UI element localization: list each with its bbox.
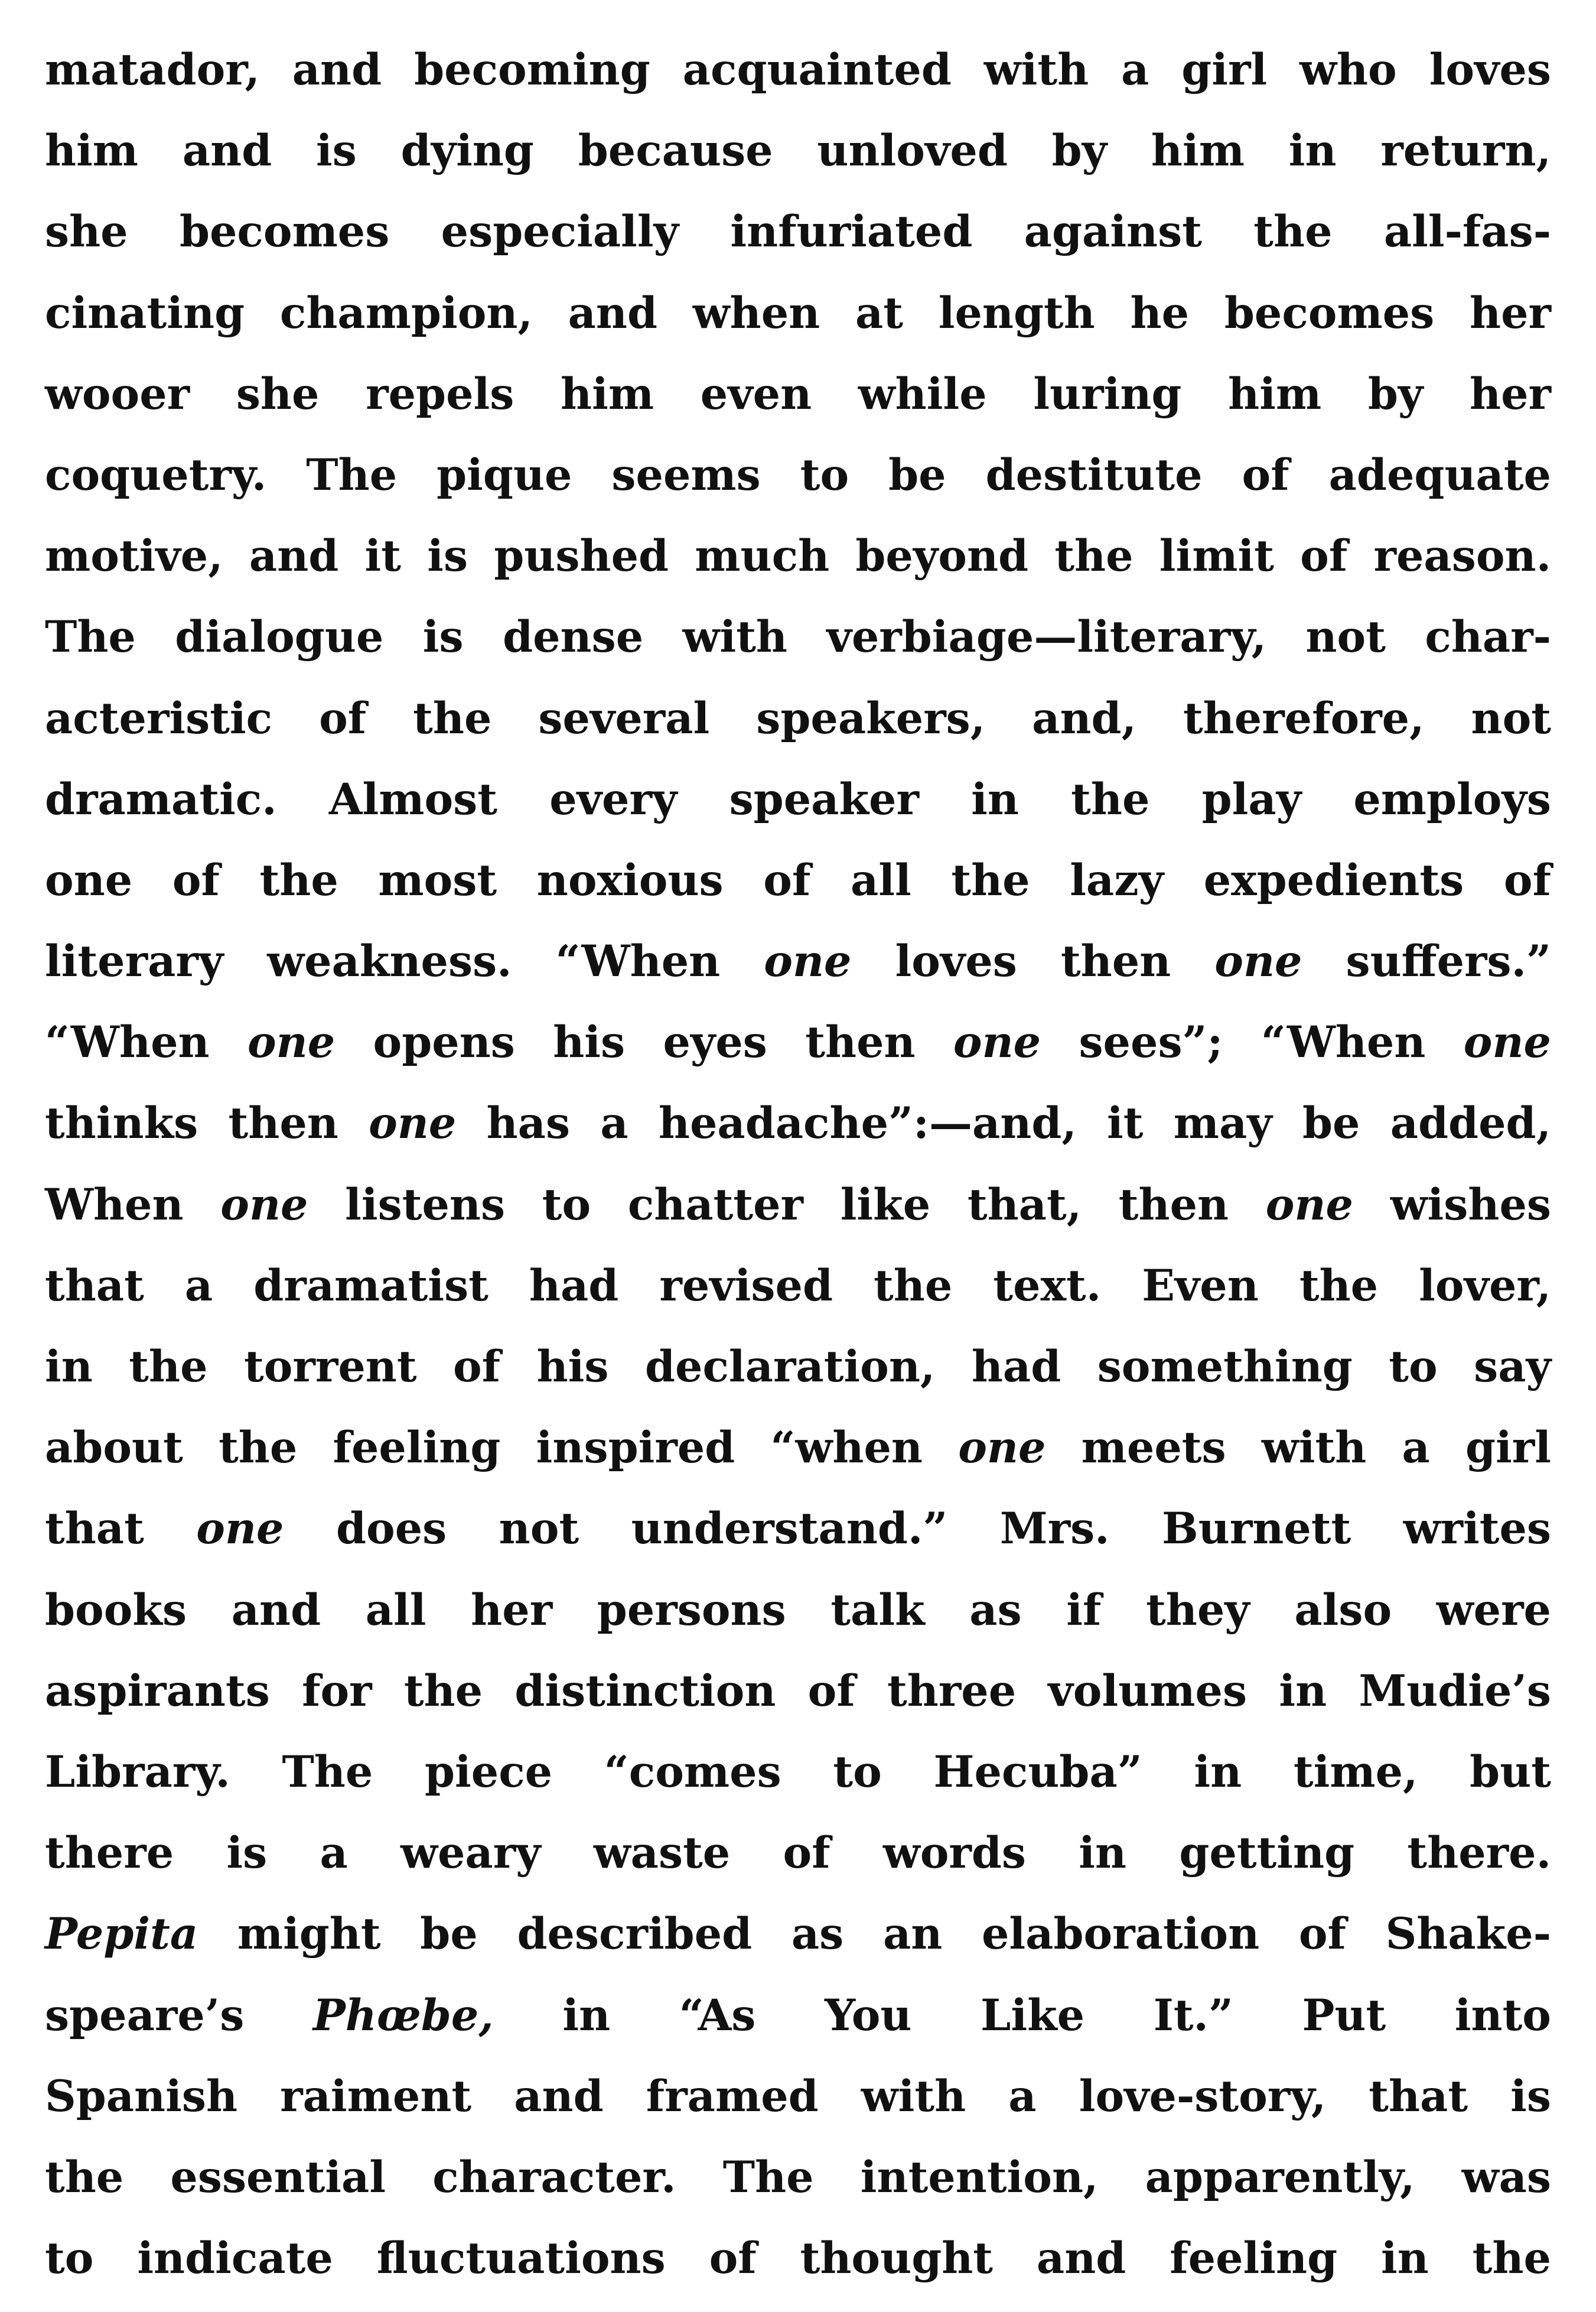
text-segment: acteristic of the several speakers, and, therefore, not	[45, 692, 1551, 744]
text-segment: suffers.”	[1302, 936, 1551, 987]
text-segment: Library. The piece “comes to Hecuba” in time, but	[45, 1746, 1551, 1797]
text-line	[45, 678, 1551, 759]
text-segment: that	[45, 1503, 197, 1555]
italic-text: one	[247, 1017, 336, 1068]
text-line	[45, 435, 1551, 516]
text-segment: When	[45, 1179, 221, 1230]
italic-text: Phœbe,	[312, 1989, 494, 2041]
text-segment: might be described as an elaboration of Shake-	[198, 1908, 1551, 1960]
italic-text: one	[1463, 1017, 1551, 1068]
text-segment: wishes	[1353, 1179, 1551, 1230]
text-line	[45, 191, 1551, 272]
text-line	[45, 516, 1551, 597]
text-segment: in the torrent of his declaration, had something to say	[45, 1341, 1551, 1392]
italic-text: one	[764, 936, 852, 987]
text-segment: the essential character. The intention, apparently, was	[45, 2151, 1551, 2203]
text-page	[45, 30, 1551, 2299]
text-segment: sees”; “When	[1041, 1017, 1464, 1068]
text-segment: meets with a girl	[1045, 1422, 1551, 1474]
italic-text: one	[958, 1422, 1046, 1474]
text-line	[45, 1570, 1551, 1651]
text-segment: does not understand.” Mrs. Burnett writes	[284, 1503, 1551, 1555]
text-line	[45, 1894, 1551, 1975]
text-segment: coquetry. The pique seems to be destitute of adequate	[45, 449, 1551, 500]
text-line	[45, 840, 1551, 921]
italic-text: one	[369, 1098, 457, 1149]
text-line	[45, 2056, 1551, 2137]
text-segment: one of the most noxious of all the lazy expedients of	[45, 854, 1551, 906]
text-line	[45, 2137, 1551, 2218]
text-segment: that a dramatist had revised the text. Even the lover,	[45, 1260, 1551, 1311]
italic-text: one	[1214, 936, 1302, 987]
text-line	[45, 1002, 1551, 1083]
text-line	[45, 273, 1551, 354]
text-segment: books and all her persons talk as if they also were	[45, 1584, 1551, 1635]
text-line	[45, 1083, 1551, 1164]
text-line	[45, 2218, 1551, 2299]
text-segment: loves then	[851, 936, 1215, 987]
text-segment: speare’s	[45, 1989, 313, 2041]
text-segment: in “As You Like It.” Put into	[493, 1989, 1551, 2041]
text-segment: matador, and becoming acquainted with a girl who loves	[45, 44, 1551, 95]
italic-text: one	[953, 1017, 1041, 1068]
text-line	[45, 1488, 1551, 1569]
text-segment: there is a weary waste of words in getting there.	[45, 1828, 1551, 1879]
text-segment: him and is dying because unloved by him in return,	[45, 125, 1551, 177]
text-segment: Spanish raiment and framed with a love-story, that is	[45, 2070, 1551, 2122]
text-segment: cinating champion, and when at length he becomes her	[45, 287, 1551, 339]
text-line	[45, 1246, 1551, 1326]
text-segment: literary weakness. “When	[45, 936, 764, 987]
italic-text: one	[220, 1179, 308, 1230]
text-segment: dramatic. Almost every speaker in the play employs	[45, 773, 1551, 825]
text-line	[45, 1732, 1551, 1813]
text-line	[45, 1813, 1551, 1894]
italic-text: one	[196, 1503, 284, 1555]
text-segment: aspirants for the distinction of three volumes in Mudie’s	[45, 1665, 1551, 1716]
text-segment: motive, and it is pushed much beyond the limit of reason.	[45, 531, 1551, 582]
text-segment: opens his eyes then	[335, 1017, 953, 1068]
text-segment: thinks then	[45, 1098, 369, 1149]
text-line	[45, 30, 1551, 110]
text-line	[45, 1975, 1551, 2056]
text-segment: The dialogue is dense with verbiage—literary, not char-	[45, 612, 1551, 663]
text-line	[45, 1326, 1551, 1407]
text-segment: has a headache”:—and, it may be added,	[456, 1098, 1551, 1149]
text-line	[45, 1651, 1551, 1732]
text-segment: “When	[45, 1017, 247, 1068]
italic-text: Pepita	[45, 1908, 198, 1960]
text-line	[45, 1407, 1551, 1488]
text-segment: listens to chatter like that, then	[308, 1179, 1266, 1230]
text-line	[45, 759, 1551, 840]
text-segment: about the feeling inspired “when	[45, 1422, 959, 1474]
text-line	[45, 1165, 1551, 1246]
text-segment: to indicate fluctuations of thought and feeling in the	[45, 2233, 1551, 2284]
text-segment: she becomes especially infuriated against the all-fas-	[45, 206, 1551, 258]
text-line	[45, 110, 1551, 191]
text-line	[45, 597, 1551, 678]
text-line	[45, 354, 1551, 435]
italic-text: one	[1265, 1179, 1354, 1230]
text-segment: wooer she repels him even while luring him by her	[45, 368, 1551, 420]
text-line	[45, 921, 1551, 1002]
